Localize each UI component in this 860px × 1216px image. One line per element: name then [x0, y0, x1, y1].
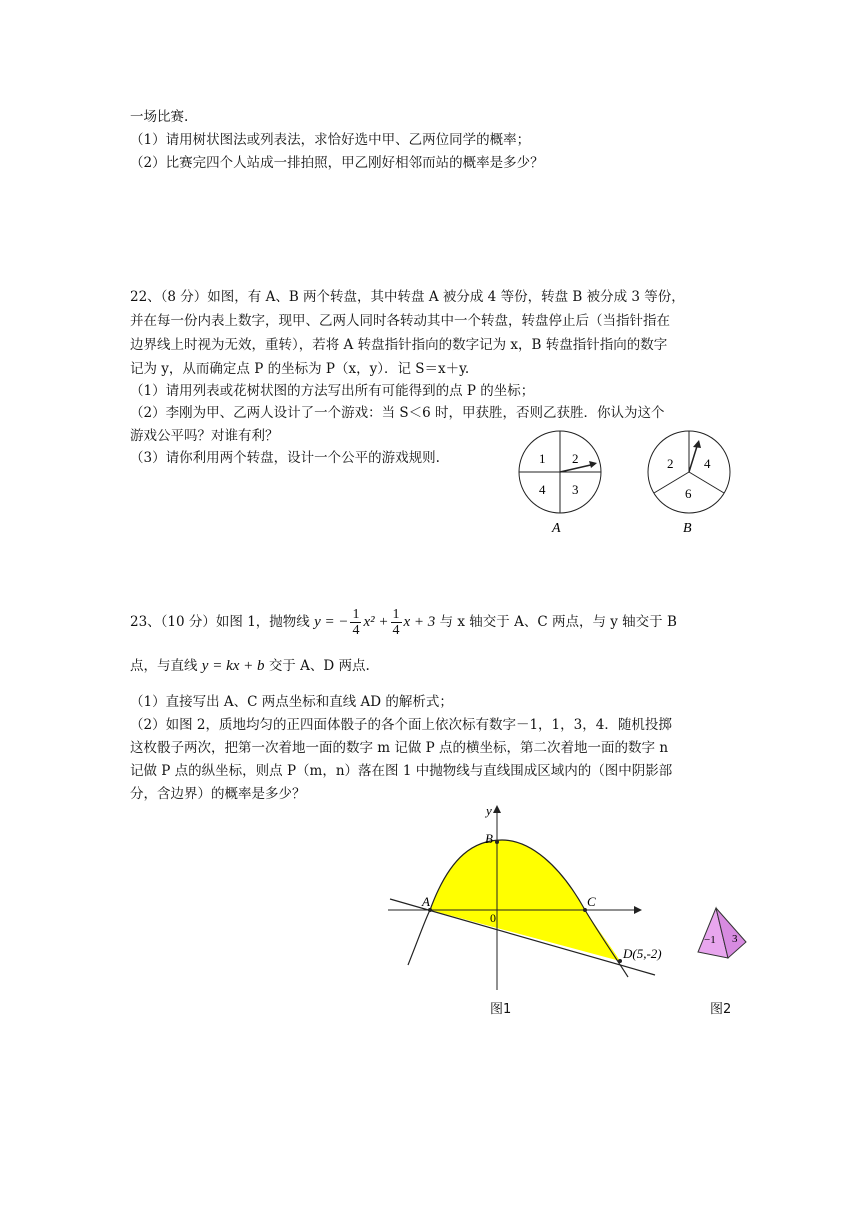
q23-line-2: （1）直接写出 A、C 两点坐标和直线 AD 的解析式； [130, 694, 453, 710]
q22-line-4: （1）请用列表或花树状图的方法写出所有可能得到的点 P 的坐标； [130, 383, 535, 399]
tetra-face-left-number: −1 [704, 934, 716, 946]
q22-line-7: （3）请你利用两个转盘，设计一个公平的游戏规则. [130, 450, 440, 466]
spinner-figures [505, 430, 745, 540]
y-axis-label: y [486, 803, 492, 818]
q23-frac-2-num: 1 [392, 607, 400, 622]
q22-line-3: 记为 y，从而确定点 P 的坐标为 P（x，y）．记 S＝x＋y. [130, 361, 470, 377]
q22-line-2: 边界线上时视为无效，重转），若将 A 转盘指针指向的数字记为 x，B 转盘指针指向的数字 [130, 337, 668, 353]
q22-line-0: 22、（8 分）如图，有 A、B 两个转盘，其中转盘 A 被分成 4 等份，转盘 B 被分成 3 等份， [130, 289, 685, 305]
q23-after-eq: 与 x 轴交于 A、C 两点，与 y 轴交于 B [439, 614, 677, 630]
q23-tail-eq: x + 3 [403, 614, 436, 630]
point-a-label: A [422, 894, 430, 909]
q22-line-5: （2）李刚为甲、乙两人设计了一个游戏：当 S＜6 时，甲获胜，否则乙获胜．你认为这个 [130, 405, 665, 421]
q23-line-5: 记做 P 点的纵坐标，则点 P（m，n）落在图 1 中抛物线与直线围成区域内的（图中阴影部 [130, 763, 673, 779]
q21-line-0: 一场比赛. [130, 109, 189, 125]
origin-label: 0 [490, 911, 496, 925]
q21-line-2: （2）比赛完四个人站成一排拍照，甲乙刚好相邻而站的概率是多少？ [130, 155, 544, 171]
spinner-a-num-3: 3 [572, 482, 579, 497]
figure-1-graph [380, 795, 680, 995]
q23-line-0 [130, 605, 677, 639]
q23-frac-2 [391, 607, 402, 638]
q22-line-6: 游戏公平吗？对谁有利？ [130, 428, 279, 444]
q23-l2-eq: y = kx + b [201, 658, 265, 674]
q23-line-6: 分，含边界）的概率是多少？ [130, 786, 306, 802]
point-c-label: C [587, 894, 596, 909]
spinner-b-label: B [683, 521, 692, 536]
figure-2-caption: 图2 [710, 1002, 732, 1017]
figure-2-tetrahedron [694, 900, 754, 970]
spinner-b-num-6: 6 [685, 486, 692, 501]
figure-1-caption: 图1 [490, 1002, 512, 1017]
q23-x2: x² + [363, 614, 389, 630]
q22-line-1: 并在每一份内表上数字，现甲、乙两人同时各转动其中一个转盘，转盘停止后（当指针指在 [130, 313, 670, 329]
point-d-label: D(5,-2) [623, 946, 662, 961]
spinner-b [648, 431, 730, 536]
tetra-face-right-number: 3 [732, 933, 738, 945]
q23-line-4: 这枚骰子两次，把第一次着地一面的数字 m 记做 P 点的横坐标，第二次着地一面的数字 n [130, 740, 669, 756]
spinner-a-label: A [552, 521, 561, 536]
q23-l2-pre: 点，与直线 [130, 658, 198, 674]
q23-frac-2-den: 4 [392, 623, 400, 638]
q23-line-3: （2）如图 2，质地均匀的正四面体骰子的各个面上依次标有数字－1，1，3，4．随机投掷 [130, 717, 672, 733]
spinner-a-num-2: 2 [572, 451, 579, 466]
q23-line-1 [130, 656, 370, 676]
q21-line-1: （1）请用树状图法或列表法，求恰好选中甲、乙两位同学的概率； [130, 132, 531, 148]
q23-y-eq: y = − [314, 614, 349, 630]
q23-l2-post: 交于 A、D 两点. [268, 658, 370, 674]
spinner-b-num-4: 4 [704, 456, 711, 471]
q23-frac-1 [350, 607, 361, 638]
spinner-a [519, 431, 601, 536]
spinner-a-num-1: 1 [539, 451, 546, 466]
spinner-b-num-2: 2 [667, 456, 674, 471]
point-b-label: B [485, 831, 493, 846]
q23-frac-1-num: 1 [352, 607, 360, 622]
q23-frac-1-den: 4 [352, 623, 360, 638]
q23-prefix: 23、（10 分）如图 1，抛物线 [130, 614, 310, 630]
spinner-a-num-4: 4 [539, 482, 546, 497]
